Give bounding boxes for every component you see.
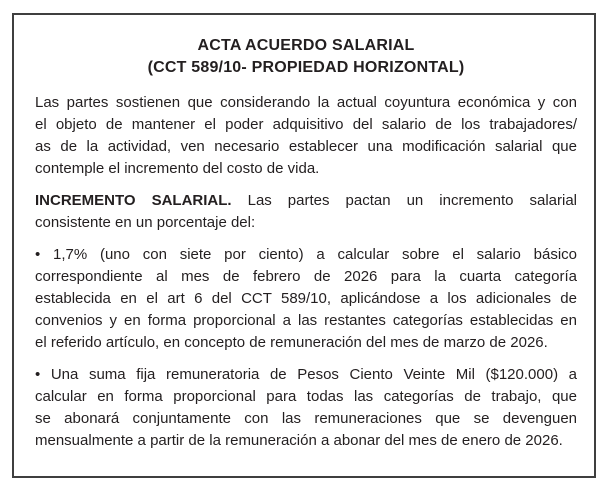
text-line: as de la actividad, ven necesario establecer una modificación salarial que (35, 138, 577, 155)
incremento-heading: INCREMENTO SALARIAL. (35, 192, 232, 209)
document-title (35, 35, 577, 79)
bullet-item-2 (35, 364, 577, 452)
title-line-2: (CCT 589/10- PROPIEDAD HORIZONTAL) (147, 59, 465, 76)
text-line: Las partes sostienen que considerando la actual coyuntura económica y con (35, 94, 577, 111)
text-line: convenios y en forma proporcional a las restantes categorías establecidas en (35, 312, 577, 329)
paragraph-incremento (35, 190, 577, 234)
document-frame (12, 13, 596, 478)
text-line: el objeto de mantener el poder adquisitivo del salario de los trabajadores/ (35, 116, 577, 133)
title-line-1: ACTA ACUERDO SALARIAL (197, 37, 415, 54)
text-line: contemple el incremento del costo de vida. (35, 160, 320, 177)
text-line: • 1,7% (uno con siete por ciento) a calcular sobre el salario básico (35, 246, 577, 263)
text-line: calcular en forma proporcional para todas las categorías de trabajo, que (35, 388, 577, 405)
text-line: establecida en el art 6 del CCT 589/10, aplicándose a los adicionales de (35, 290, 577, 307)
incremento-rest: Las partes pactan un incremento salarial (247, 192, 578, 209)
paragraph-intro (35, 92, 577, 180)
text-line: consistente en un porcentaje del: (35, 214, 256, 231)
text-line: se abonará conjuntamente con las remuneraciones que se devenguen (35, 410, 577, 427)
text-line: correspondiente al mes de febrero de 2026 para la cuarta categoría (35, 268, 577, 285)
text-line: • Una suma fija remuneratoria de Pesos Ciento Veinte Mil ($120.000) a (35, 366, 577, 383)
text-line: mensualmente a partir de la remuneración a abonar del mes de enero de 2026. (35, 432, 563, 449)
text-line (35, 190, 577, 212)
bullet-item-1 (35, 244, 577, 354)
text-line: el referido artículo, en concepto de remuneración del mes de marzo de 2026. (35, 334, 548, 351)
